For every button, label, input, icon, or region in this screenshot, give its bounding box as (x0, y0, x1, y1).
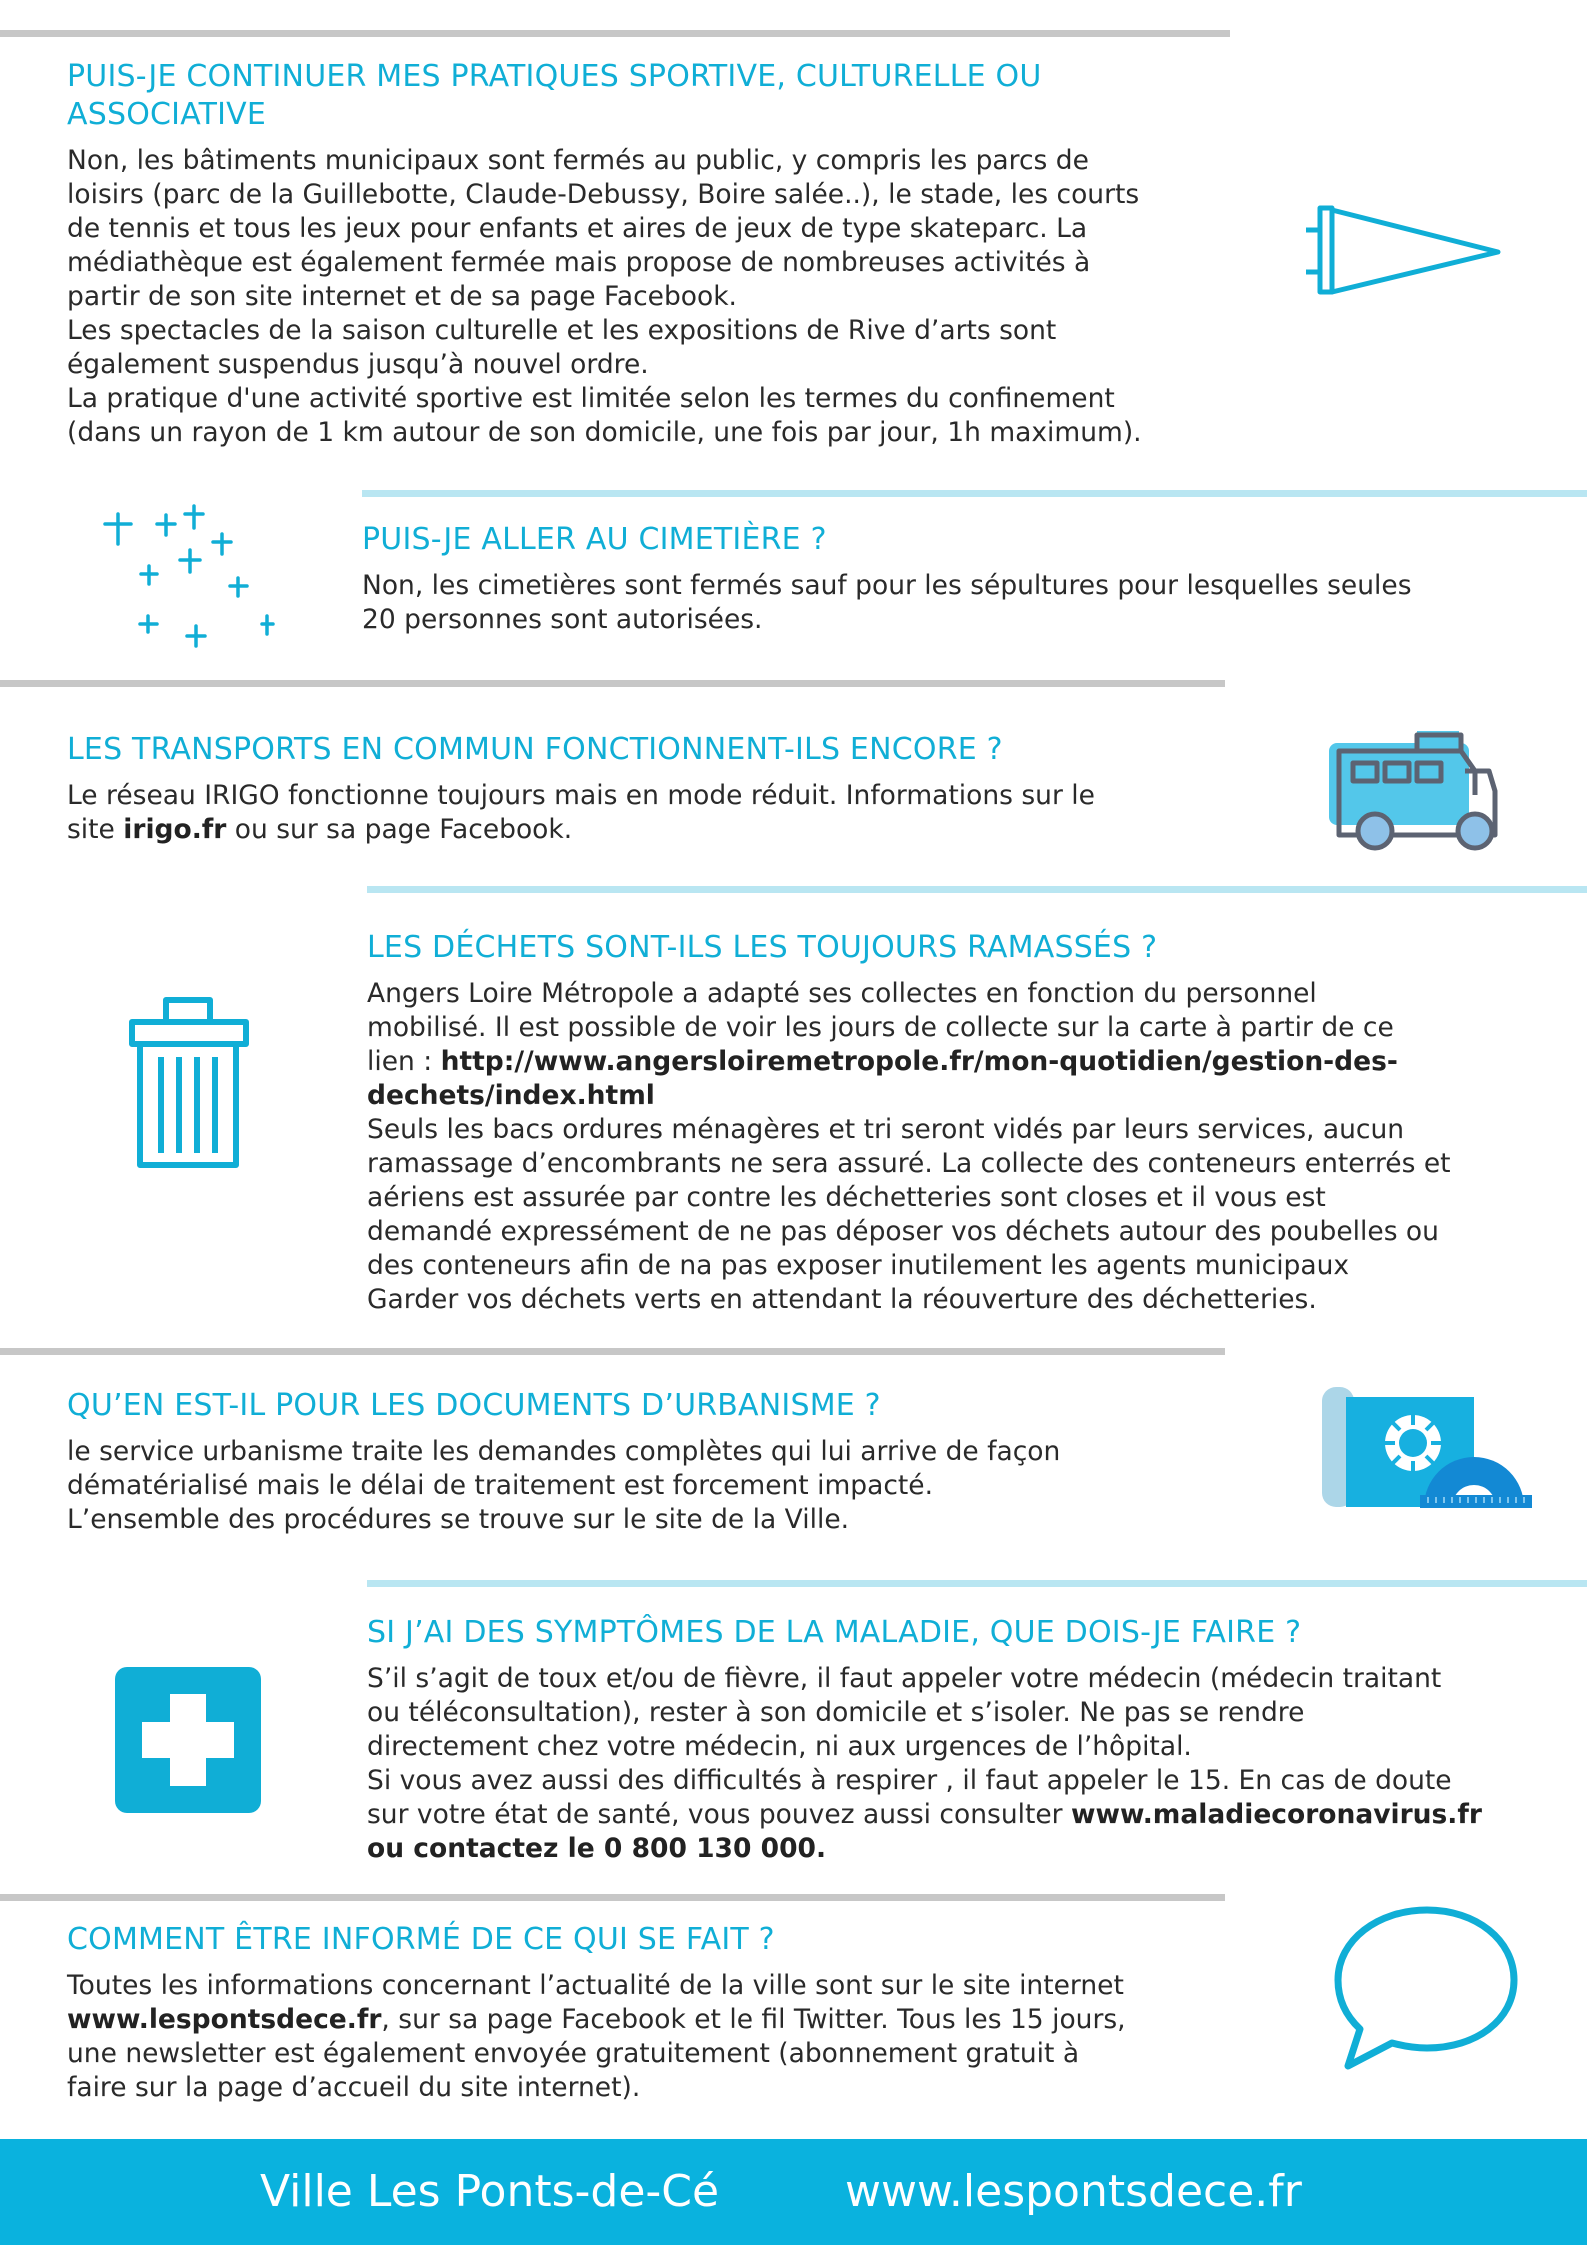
text-line: également suspendus jusqu’à nouvel ordre. (67, 349, 649, 380)
section-transport (67, 731, 1237, 847)
text-line: S’il s’agit de toux et/ou de fièvre, il faut appeler votre médecin (médecin traitant (367, 1663, 1442, 1694)
section-title: PUIS-JE CONTINUER MES PRATIQUES SPORTIVE, CULTURELLE OU ASSOCIATIVE (67, 59, 1042, 132)
divider-6 (367, 1580, 1587, 1587)
text-line: Les spectacles de la saison culturelle et les expositions de Rive d’arts sont (67, 315, 1057, 346)
text-line: Non, les bâtiments municipaux sont fermés au public, y compris les parcs de (67, 145, 1089, 176)
medical-cross-icon (115, 1667, 261, 1813)
text-line: 20 personnes sont autorisées. (362, 604, 763, 635)
text-line: site (67, 814, 124, 845)
text-line: demandé expressément de ne pas déposer vos déchets autour des poubelles ou (367, 1216, 1439, 1247)
text-line: de tennis et tous les jeux pour enfants et aires de jeux de type skateparc. La (67, 213, 1088, 244)
divider-2 (362, 490, 1587, 497)
text-line: Le réseau IRIGO fonctionne toujours mais en mode réduit. Informations sur le (67, 780, 1095, 811)
crosses-icon (95, 498, 285, 658)
text-line: ou téléconsultation), rester à son domicile et s’isoler. Ne pas se rendre (367, 1697, 1305, 1728)
section-title: QU’EN EST-IL POUR LES DOCUMENTS D’URBANISME ? (67, 1388, 881, 1423)
text-line: partir de son site internet et de sa page Facebook. (67, 281, 737, 312)
text-line: Angers Loire Métropole a adapté ses collectes en fonction du personnel (367, 978, 1317, 1009)
text-line: Seuls les bacs ordures ménagères et tri seront vidés par leurs services, aucun (367, 1114, 1405, 1145)
section-body (67, 779, 1237, 847)
text-line: Garder vos déchets verts en attendant la réouverture des déchetteries. (367, 1284, 1317, 1315)
section-title: SI J’AI DES SYMPTÔMES DE LA MALADIE, QUE DOIS-JE FAIRE ? (367, 1615, 1302, 1650)
footer-city: Ville Les Ponts-de-Cé (260, 2166, 720, 2217)
text-line: ou sur sa page Facebook. (226, 814, 573, 845)
section-title: COMMENT ÊTRE INFORMÉ DE CE QUI SE FAIT ? (67, 1922, 775, 1957)
text-line: une newsletter est également envoyée gratuitement (abonnement gratuit à (67, 2038, 1080, 2069)
section-symptoms (367, 1614, 1567, 1866)
divider-1 (0, 30, 1230, 37)
section-information (67, 1921, 1237, 2105)
section-body (67, 1969, 1237, 2105)
section-body (367, 977, 1567, 1317)
text-line: directement chez votre médecin, ni aux urgences de l’hôpital. (367, 1731, 1192, 1762)
divider-4 (367, 886, 1587, 893)
text-line: sur votre état de santé, vous pouvez aussi consulter (367, 1799, 1071, 1830)
text-line: faire sur la page d’accueil du site internet). (67, 2072, 641, 2103)
text-line: Non, les cimetières sont fermés sauf pour les sépultures pour lesquelles seules (362, 570, 1412, 601)
footer-bar (0, 2139, 1587, 2245)
text-line: dématérialisé mais le délai de traitement est forcement impacté. (67, 1470, 934, 1501)
section-body (67, 144, 1237, 450)
text-line: loisirs (parc de la Guillebotte, Claude-Debussy, Boire salée..), le stade, les courts (67, 179, 1140, 210)
collecte-link[interactable]: http://www.angersloiremetropole.fr/mon-quotidien/gestion-des- (440, 1046, 1398, 1077)
divider-3 (0, 680, 1225, 687)
blueprint-icon (1320, 1385, 1535, 1510)
section-body (367, 1662, 1567, 1866)
text-line: La pratique d'une activité sportive est limitée selon les termes du confinement (67, 383, 1115, 414)
footer-website-link[interactable]: www.lespontsdece.fr (845, 2166, 1302, 2217)
text-line: lien : (367, 1046, 441, 1077)
section-sports (67, 58, 1237, 450)
text-line: médiathèque est également fermée mais propose de nombreuses activités à (67, 247, 1091, 278)
bus-icon (1325, 725, 1520, 855)
divider-7 (0, 1894, 1225, 1901)
trash-can-icon (126, 995, 251, 1170)
divider-5 (0, 1348, 1225, 1355)
section-title: LES TRANSPORTS EN COMMUN FONCTIONNENT-ILS ENCORE ? (67, 732, 1003, 767)
collecte-link-cont[interactable]: dechets/index.html (367, 1080, 655, 1111)
section-body (362, 569, 1562, 637)
text-line: , sur sa page Facebook et le fil Twitter. Tous les 15 jours, (381, 2004, 1126, 2035)
section-title: PUIS-JE ALLER AU CIMETIÈRE ? (362, 522, 827, 557)
maladiecoronavirus-link[interactable]: www.maladiecoronavirus.fr (1070, 1799, 1482, 1830)
speech-bubble-icon (1330, 1903, 1525, 2073)
text-line: mobilisé. Il est possible de voir les jours de collecte sur la carte à partir de ce (367, 1012, 1394, 1043)
section-urbanism (67, 1387, 1237, 1537)
phone-number: ou contactez le 0 800 130 000. (367, 1833, 827, 1864)
pennant-icon (1300, 200, 1510, 300)
text-line: Toutes les informations concernant l’actualité de la ville sont sur le site internet (67, 1970, 1124, 2001)
text-line: Si vous avez aussi des difficultés à respirer , il faut appeler le 15. En cas de doute (367, 1765, 1452, 1796)
text-line: le service urbanisme traite les demandes complètes qui lui arrive de façon (67, 1436, 1061, 1467)
text-line: ramassage d’encombrants ne sera assuré. La collecte des conteneurs enterrés et (367, 1148, 1451, 1179)
section-body (67, 1435, 1237, 1537)
text-line: des conteneurs afin de na pas exposer inutilement les agents municipaux (367, 1250, 1350, 1281)
text-line: L’ensemble des procédures se trouve sur le site de la Ville. (67, 1504, 850, 1535)
irigo-link[interactable]: irigo.fr (123, 814, 227, 845)
section-title: LES DÉCHETS SONT-ILS LES TOUJOURS RAMASSÉS ? (367, 930, 1158, 965)
text-line: (dans un rayon de 1 km autour de son domicile, une fois par jour, 1h maximum). (67, 417, 1142, 448)
section-cemetery (362, 521, 1562, 637)
lespontsdece-link[interactable]: www.lespontsdece.fr (67, 2004, 382, 2035)
text-line: aériens est assurée par contre les déchetteries sont closes et il vous est (367, 1182, 1326, 1213)
section-waste (367, 929, 1567, 1317)
